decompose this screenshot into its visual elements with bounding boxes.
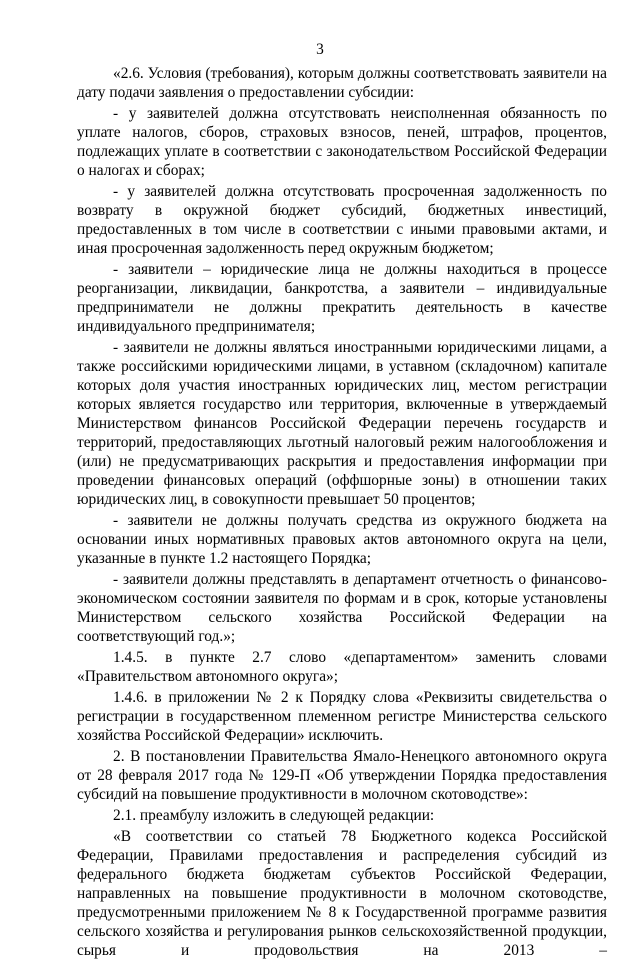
paragraph-other-funding: - заявители не должны получать средства из окружного бюджета на основании иных нормативных правовых актов автономного округа на цели, указанные в пункте 1.2 настоящего Порядка; — [77, 512, 607, 567]
paragraph-1-4-5: 1.4.5. в пункте 2.7 слово «департаментом» заменить словами «Правительством автономного округа»; — [77, 649, 607, 685]
paragraph-reorganization: - заявители – юридические лица не должны находиться в процессе реорганизации, ликвидации, банкротства, а заявители – индивидуальные предприниматели не должны прекратить деятельность в качестве индивидуального предпринимателя; — [77, 261, 607, 335]
paragraph-foreign-entities: - заявители не должны являться иностранными юридическими лицами, а также российскими юридическими лицами, в уставном (складочном) капитале которых доля участия иностранных юридических лиц, местом регистрации которых является государство или территория, включенные в утверждаемый Министерством финансов Российской Федерации перечень государств и территорий, предоставляющих льготный налоговый режим налогообложения и (или) не предусматривающих раскрытия и предоставления информации при проведении финансовых операций (оффшорные зоны) в отношении таких юридических лиц, в совокупности превышает 50 процентов; — [77, 339, 607, 508]
paragraph-preamble: «В соответствии со статьей 78 Бюджетного кодекса Российской Федерации, Правилами предоставления и распределения субсидий из федерального бюджета бюджетам субъектов Российской Федерации, направленных на повышение продуктивности в молочном скотоводстве, предусмотренными приложением № 8 к Государственной программе развития сельского хозяйства и регулирования рынков сельскохозяйственной продукции, сырья и продовольствия на 2013 – — [77, 828, 607, 959]
paragraph-tax-obligation: - у заявителей должна отсутствовать неисполненная обязанность по уплате налогов, сборов, страховых взносов, пеней, штрафов, процентов, подлежащих уплате в соответствии с законодательством Российской Федерации о налогах и сборах; — [77, 105, 607, 179]
paragraph-2-6: «2.6. Условия (требования), которым должны соответствовать заявители на дату подачи заявления о предоставлении субсидии: — [77, 65, 607, 101]
page-number: 3 — [316, 41, 324, 58]
paragraph-1-4-6: 1.4.6. в приложении № 2 к Порядку слова «Реквизиты свидетельства о регистрации в государственном племенном регистре Министерства сельского хозяйства Российской Федерации» исключить. — [77, 689, 607, 744]
paragraph-2: 2. В постановлении Правительства Ямало-Ненецкого автономного округа от 28 февраля 2017 года № 129-П «Об утверждении Порядка предоставления субсидий на повышение продуктивности в молочном скотоводстве»: — [77, 748, 607, 803]
document-body — [77, 64, 607, 962]
paragraph-2-1: 2.1. преамбулу изложить в следующей редакции: — [113, 807, 435, 824]
paragraph-overdue-debt: - у заявителей должна отсутствовать просроченная задолженность по возврату в окружной бюджет субсидий, бюджетных инвестиций, предоставленных в том числе в соответствии с иными правовыми актами, и иная просроченная задолженность перед окружным бюджетом; — [77, 183, 607, 257]
paragraph-reporting: - заявители должны представлять в департамент отчетность о финансово-экономическом состоянии заявителя по формам и в срок, которые установлены Министерством сельского хозяйства Российской Федерации на соответствующий год.»; — [77, 571, 607, 645]
